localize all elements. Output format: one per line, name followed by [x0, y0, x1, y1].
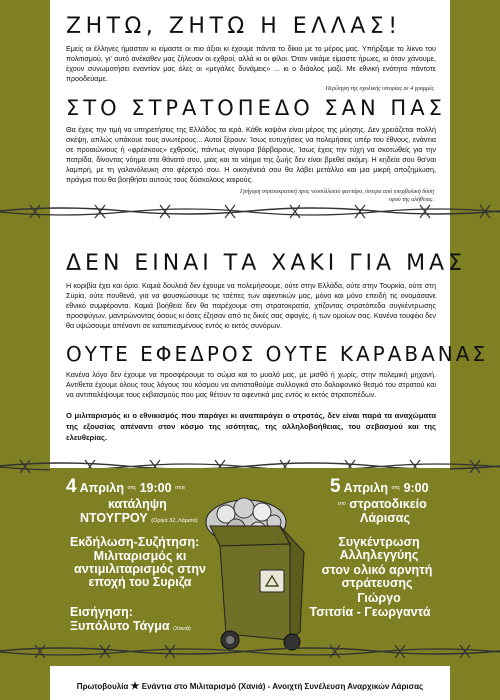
- event-right-date: [330, 476, 429, 497]
- event-right-at: στις: [391, 485, 401, 492]
- trash-bin-icon: [196, 482, 318, 652]
- section1-note: Περίληψη της σχολικής ιστορίας σε 4 γραμμές: [325, 86, 434, 92]
- headline-stratopedo: ΣΤΟ ΣΤΡΑΤΟΠΕΔΟ ΣΑΝ ΠΑΣ: [66, 96, 446, 120]
- section4-body: Κανένα λόγο δεν έχουμε να προσφέρουμε το σώμα και το μυαλό μας, με μισθό ή χωρίς, στην πολεμική μηχανή. Αντίθετα έχουμε όλους τους λόγους του κόσμου να αντισταθούμε συλλογικά στο δολοφονικό θεσμό του στρατού και να αντιπαλέψουμε τους εκβιασμούς που μας θέτουν τα αφεντικά μας εντός κι εκτός στρατοπέδων.: [66, 370, 436, 399]
- event-left-venue-note: (Ορίγα 32, Λάρισα): [151, 518, 198, 524]
- event-left-speaker: Ξυπόλυτο Τάγμα: [70, 619, 170, 633]
- star-icon: ★: [130, 681, 140, 692]
- section3-body: Η κοριβία έχει και όριο. Καμιά δουλειά δεν έχουμε να πολεμήσουμε, ούτε στην Ελλάδα, ούτε στην Τουρκία, ούτε στη Συρία, ούτε πουθενά, για να φουσκώσουμε τις τσέπες των αφεντικών μας, μόνο και μόνο επειδή τις ονομάσανε εθνικό συμφέροντα. Καμιά βοήθεια δεν θα παρέχουμε στη στρατοκρατία, χτίζοντας στρατόπεδα συγκέντρωσης προσφύγων, μαντρώνοντας όσους κι όσες έζησαν από τις δικές σας σφαγές, ή των ομοίων σας. Κανένα τουφέκι δεν θα υψώσουμε απέναντι σε καταπιεσμένους εντός κι εκτός συνόρων.: [66, 281, 436, 330]
- event-left-venue: ΝΤΟΥΓΡΟΥ: [80, 511, 148, 525]
- event-right-desc: στον ολικό αρνητή στράτευσης: [321, 563, 433, 590]
- statement: Ο μιλιταρισμός κι ο εθνικισμός που παράγει κι αναπαράγει ο στρατός, δεν είναι παρά τα αναχώματα της εξουσίας απέναντι στον κόσμο της ισότητας, της αλληλοβοήθειας, του σεβασμού και της ελευθερίας.: [66, 411, 436, 442]
- event-right-name1: Γιώργο: [357, 591, 401, 605]
- barbed-wire-icon: [0, 640, 500, 662]
- barbed-wire-icon: [0, 200, 500, 222]
- headline-zito: ΖΗΤΩ, ΖΗΤΩ Η ΕΛΛΑΣ!: [66, 14, 402, 39]
- event-right-place-word: στο: [338, 501, 346, 508]
- event-left-month: Απριλη: [79, 481, 124, 495]
- event-left-speaker-note: (Χανιά): [173, 626, 191, 632]
- event-left-section-title: Εκδήλωση-Συζήτηση:: [70, 535, 200, 549]
- event-left-day: 4: [66, 476, 77, 497]
- event-right-venue-line: [338, 498, 427, 511]
- footer-right: Ενάντια στο Μιλιταρισμό (Χανιά) - Ανοιχτή Συνέλευση Αναρχικών Λάρισας: [141, 682, 424, 691]
- event-left-speaker-label: Εισήγηση:: [70, 605, 133, 619]
- event-left-topic: Μιλιταρισμός κι αντιμιλιταρισμός στην εποχή του Συριζα: [74, 549, 206, 589]
- event-right-venue: στρατοδικείο: [349, 497, 427, 511]
- headline-den-einai: ΔΕΝ ΕΙΝΑΙ ΤΑ ΧΑΚΙ ΓΙΑ ΜΑΣ: [66, 251, 467, 276]
- section2-note: Γρήγορη στρατοκρατική προς νεοσύλλεκτο φαντάρο, ύστερα από υπερβολική δόση ορού της αλήθειας.: [239, 189, 434, 203]
- headline-oute-efedros: ΟΥΤΕ ΕΦΕΔΡΟΣ ΟΥΤΕ ΚΑΡΑΒΑΝΑΣ: [66, 342, 489, 366]
- event-left-line2: κατάληψη: [108, 497, 167, 511]
- event-right-time: 9:00: [403, 481, 429, 495]
- event-right-name2: Τσιτσία - Γεωργαντά: [309, 605, 431, 619]
- event-right-month: Απριλη: [343, 481, 388, 495]
- event-left-place-word: στην: [175, 485, 186, 492]
- event-right-title: Συγκέντρωση Αλληλεγγύης: [338, 535, 420, 562]
- section2-body: Θα έχεις την τιμή να υπηρετήσεις της Ελλάδος τα ιερά. Κάθε καψόνι είναι μέρος της μύησης. Δεν χρειάζεται πολλή σκέψη, απλώς υπάκουε τους ανωτέρους... Αυτοί ξέρουν. Ίσως ευτυχήσεις να πολεμήσεις υπέρ του έθνους, ενάντια σε προαιώνιους ή «φρέσκους» εχθρούς, πάντως σίγουρα βάρβαρους. Ίσως έχεις την τύχη να σκοτωθείς για την πατρίδα, δίνοντας νόημα στο θάνατό σου, μιας και το νόημα της ζωής δεν είναι βρεθεί ακόμη. Η κηδεία σου θα'ναι λαμπρή, με τη γαλανόλευκη στο φέρετρό σου. Η οικογένειά σου θα λάβει μετάλλιο και μια μικρή αποζημίωση, πράγμα που θα βοηθήσει αυτούς τους δύσκολους καιρούς.: [66, 125, 436, 184]
- event-left-time: 19:00: [139, 481, 172, 495]
- event-right-city: Λάρισας: [360, 511, 410, 525]
- footer-left: Πρωτοβουλία: [76, 682, 129, 691]
- footer: [50, 681, 450, 692]
- event-left-at: στις: [127, 485, 137, 492]
- event-left-speaker-line: [70, 620, 191, 636]
- event-right-day: 5: [330, 476, 341, 497]
- recycle-icon: [260, 570, 284, 592]
- event-left-date: [66, 476, 186, 497]
- event-left-venue-line: [80, 512, 198, 528]
- section1-body: Εμείς οι έλληνες ήμασταν κι είμαστε οι πιο άξιοι κι έχουμε πάντα το δίκιο με το μέρος μας. Υπήρξαμε το λίκνο του πολιτισμού, γι' αυτό ανέκαθεν μας ζήλευαν οι εχθροί, αλλά κι οι φίλοι. Όταν νικάμε είμαστε ήρωες, κι όταν χάνουμε, έχουν συνωμοτήσει εναντίον μας όλες οι «μεγάλες δυνάμεις» ... κι ο διάολος μαζί. Με εθνική ενότητα πάντοτε προοδεύαμε.: [66, 44, 436, 83]
